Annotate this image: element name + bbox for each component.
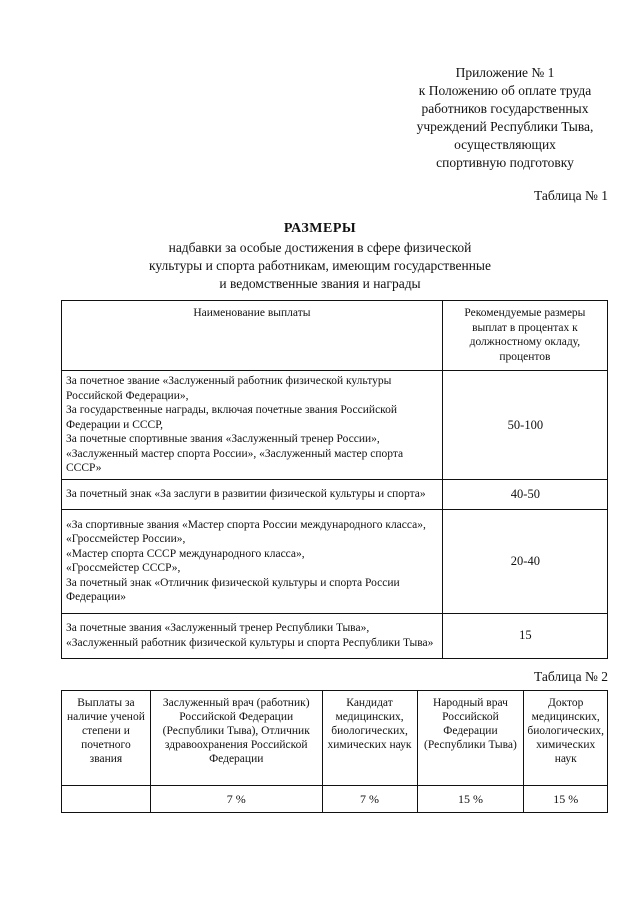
title-subline: надбавки за особые достижения в сфере физической [168, 240, 472, 255]
payment-name-cell [62, 479, 443, 509]
appendix-line: осуществляющих [454, 137, 556, 152]
cell-line: За государственные награды, включая почетные звания Российской Федерации и СССР, [66, 404, 398, 431]
cell-line: «Гроссмейстер СССР», [66, 562, 181, 574]
appendix-line: к Положению об оплате труда [418, 83, 592, 98]
payment-value-cell: 40-50 [442, 479, 607, 509]
cell-line: «За спортивные звания «Мастер спорта России международного класса», [66, 518, 426, 531]
table-header-row [62, 691, 608, 786]
header-recommended-size: Рекомендуемые размеры выплат в процентах к должностному окладу, процентов [442, 301, 607, 371]
table2-label: Таблица № 2 [534, 669, 608, 684]
table-row [62, 509, 608, 613]
cell-line: «Мастер спорта СССР международного класса», [66, 547, 305, 560]
degree-allowance-table [61, 690, 608, 813]
value-cell: 7 % [150, 786, 322, 813]
payment-value-cell: 15 [442, 613, 607, 658]
appendix-line: работников государственных [421, 101, 589, 116]
table-row [62, 613, 608, 658]
cell-line: За почетное звание «Заслуженный работник физической культуры Российской Федерации», [66, 375, 392, 402]
cell-line: За почетные спортивные звания «Заслуженный тренер России», [66, 433, 380, 445]
payment-value-cell: 20-40 [442, 509, 607, 613]
cell-line: «Заслуженный мастер спорта России», «Заслуженный мастер спорта СССР» [66, 447, 404, 474]
table-header-row [62, 301, 608, 371]
header-people-doctor: Народный врач Российской Федерации (Республики Тыва) [417, 691, 524, 786]
appendix-line: спортивную подготовку [436, 155, 574, 170]
table-row [62, 786, 608, 813]
table-row [62, 479, 608, 509]
header-degree-payments: Выплаты за наличие ученой степени и почетного звания [62, 691, 151, 786]
value-cell: 15 % [417, 786, 524, 813]
header-doctor-sciences: Доктор медицинских, биологических, химических наук [524, 691, 608, 786]
header-payment-name: Наименование выплаты [62, 301, 443, 371]
title-main: РАЗМЕРЫ [283, 221, 357, 236]
title-subline: и ведомственные звания и награды [219, 276, 421, 291]
payment-name-cell [62, 509, 443, 613]
payment-name-cell [62, 613, 443, 658]
value-cell: 7 % [322, 786, 417, 813]
cell-line: За почетный знак «За заслуги в развитии физической культуры и спорта» [66, 487, 426, 500]
header-candidate-sciences: Кандидат медицинских, биологических, химических наук [322, 691, 417, 786]
title-subline: культуры и спорта работникам, имеющим государственные [149, 258, 491, 273]
header-honored-doctor: Заслуженный врач (работник) Российской Федерации (Республики Тыва), Отличник здравоохранения Российской Федерации [150, 691, 322, 786]
value-cell: 15 % [524, 786, 608, 813]
appendix-line: Приложение № 1 [455, 65, 555, 80]
table-row [62, 371, 608, 480]
payment-name-cell [62, 371, 443, 480]
allowance-table [61, 300, 608, 659]
value-cell [62, 786, 151, 813]
table1-label: Таблица № 1 [534, 188, 608, 203]
appendix-line: учреждений Республики Тыва, [416, 119, 594, 134]
cell-line: «Гроссмейстер России», [66, 533, 186, 545]
appendix-note [380, 64, 630, 172]
document-title [60, 220, 580, 293]
cell-line: За почетные звания «Заслуженный тренер Республики Тыва», «Заслуженный работник физической культуры и спорта Республики Тыва» [66, 622, 434, 649]
cell-line: За почетный знак «Отличник физической культуры и спорта России Федерации» [66, 576, 400, 603]
payment-value-cell: 50-100 [442, 371, 607, 480]
